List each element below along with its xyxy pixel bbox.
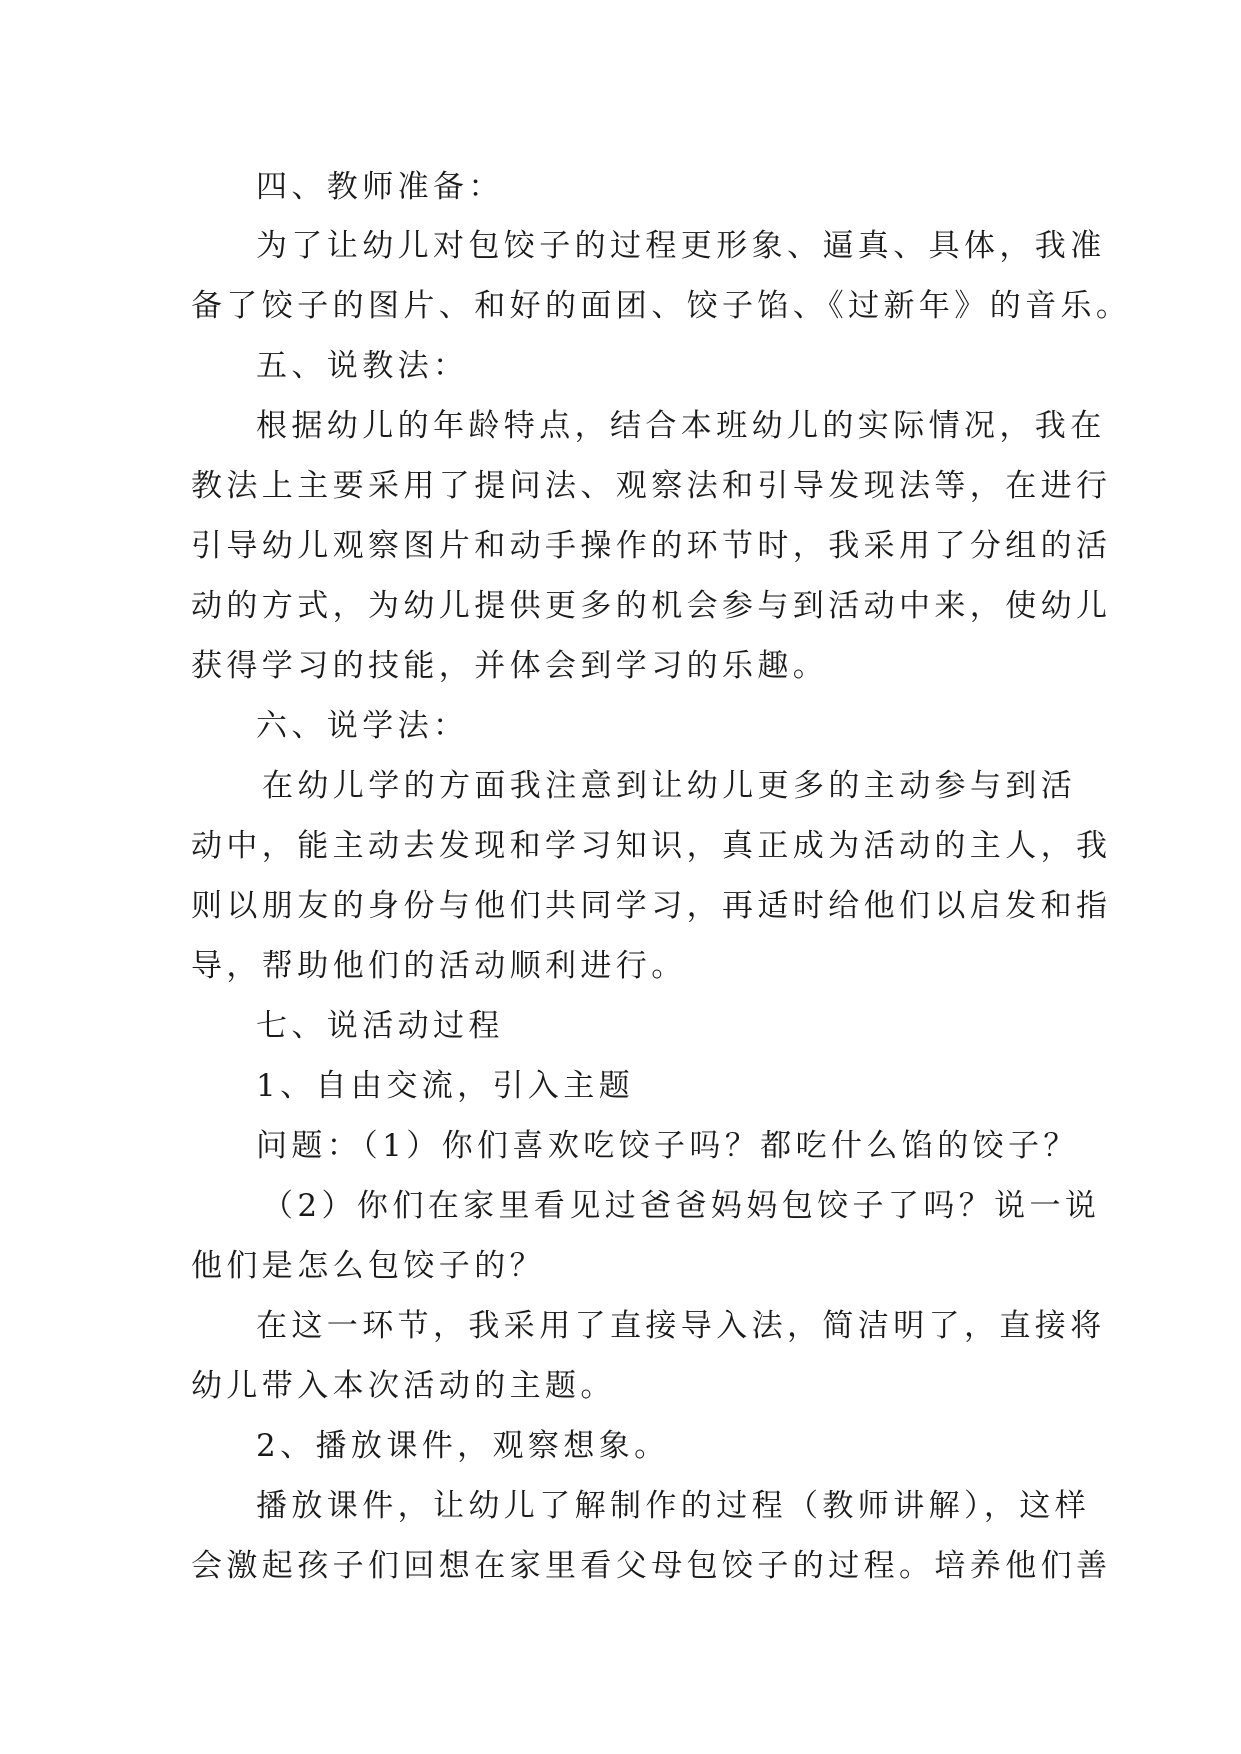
paragraph-line: 动的方式，为幼儿提供更多的机会参与到活动中来，使幼儿 (191, 588, 1112, 624)
paragraph-line: 在幼儿学的方面我注意到让幼儿更多的主动参与到活 (262, 768, 1077, 804)
paragraph-line: 播放课件，让幼儿了解制作的过程（教师讲解），这样 (256, 1488, 1091, 1524)
paragraph-line: 在这一环节，我采用了直接导入法，简洁明了，直接将 (256, 1308, 1106, 1344)
paragraph-line: 问题：（1）你们喜欢吃饺子吗？都吃什么馅的饺子？ (256, 1128, 1079, 1164)
paragraph-line: 会激起孩子们回想在家里看父母包饺子的过程。培养他们善 (191, 1548, 1112, 1584)
paragraph-line: 则以朋友的身份与他们共同学习，再适时给他们以启发和指 (191, 888, 1112, 924)
heading-teaching-method: 五、说教法： (256, 348, 469, 384)
paragraph-line: 导，帮助他们的活动顺利进行。 (191, 948, 687, 984)
paragraph-line: 备了饺子的图片、和好的面团、饺子馅、《过新年》的音乐。 (191, 288, 1132, 324)
paragraph-line: （2）你们在家里看见过爸爸妈妈包饺子了吗？说一说 (262, 1188, 1101, 1224)
subheading-step-2: 2、播放课件，观察想象。 (256, 1428, 670, 1464)
paragraph-line: 根据幼儿的年龄特点，结合本班幼儿的实际情况，我在 (256, 408, 1106, 444)
paragraph-line: 动中，能主动去发现和学习知识，真正成为活动的主人，我 (191, 828, 1112, 864)
paragraph-line: 为了让幼儿对包饺子的过程更形象、逼真、具体，我准 (256, 228, 1106, 264)
paragraph-line: 他们是怎么包饺子的？ (191, 1248, 545, 1284)
heading-learning-method: 六、说学法： (256, 708, 469, 744)
paragraph-line: 幼儿带入本次活动的主题。 (191, 1368, 616, 1404)
heading-teacher-preparation: 四、教师准备： (256, 169, 504, 205)
paragraph-line: 获得学习的技能，并体会到学习的乐趣。 (191, 648, 829, 684)
subheading-step-1: 1、自由交流，引入主题 (256, 1068, 635, 1104)
paragraph-line: 教法上主要采用了提问法、观察法和引导发现法等，在进行 (191, 468, 1112, 504)
paragraph-line: 引导幼儿观察图片和动手操作的环节时，我采用了分组的活 (191, 528, 1112, 564)
heading-activity-process: 七、说活动过程 (256, 1008, 504, 1044)
